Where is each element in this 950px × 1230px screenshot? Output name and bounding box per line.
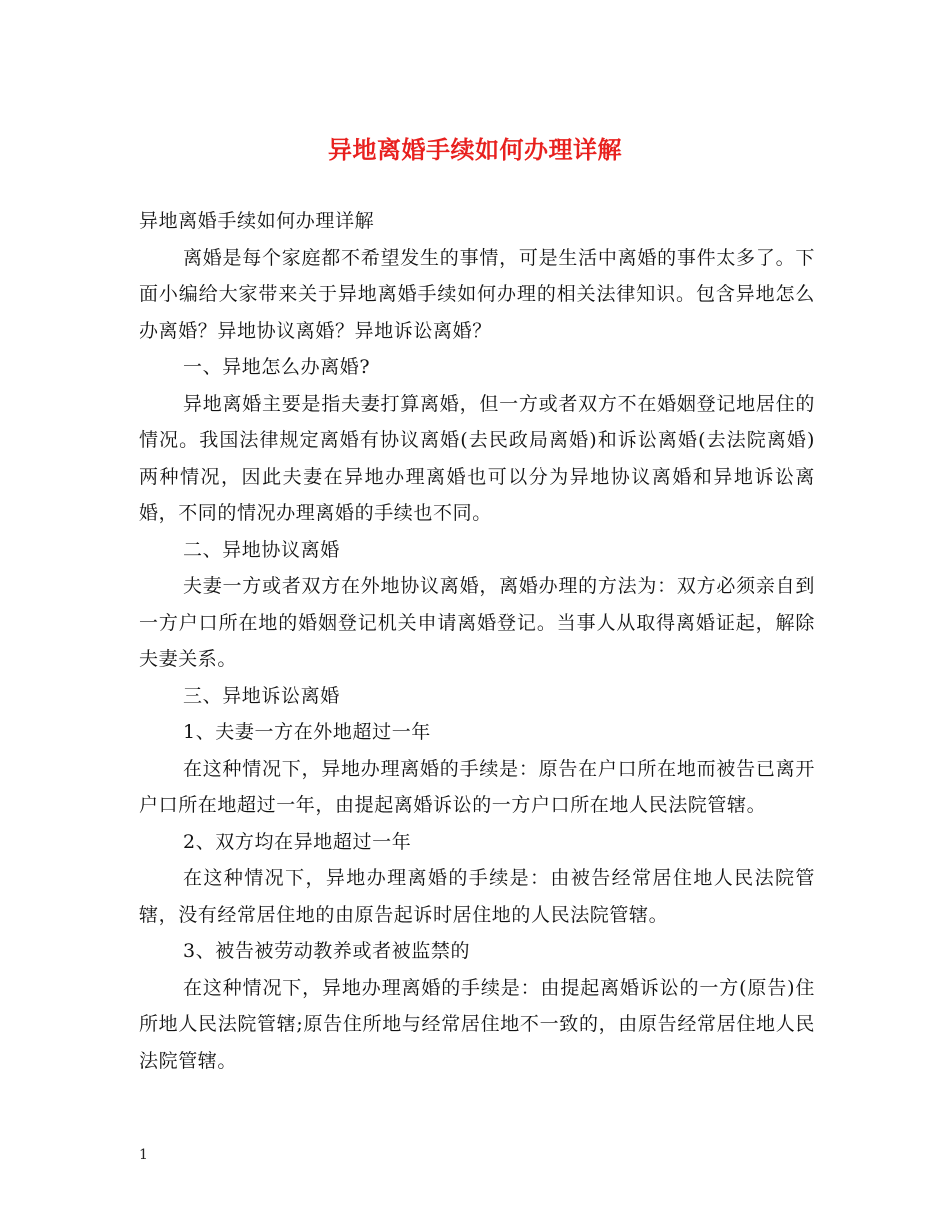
paragraph-section-1: 异地离婚主要是指夫妻打算离婚，但一方或者双方不在婚姻登记地居住的情况。我国法律规定离婚有协议离婚(去民政局离婚)和诉讼离婚(去法院离婚)两种情况，因此夫妻在异地办理离婚也可以分为异地协议离婚和异地诉讼离婚，不同的情况办理离婚的手续也不同。 [139, 392, 815, 524]
section-heading-1: 一、异地怎么办离婚? [183, 356, 371, 378]
subsection-heading-2: 2、双方均在异地超过一年 [183, 830, 412, 853]
paragraph-subsection-2: 在这种情况下，异地办理离婚的手续是：由被告经常居住地人民法院管辖，没有经常居住地的由原告起诉时居住地的人民法院管辖。 [139, 867, 815, 926]
document-body [139, 203, 815, 1079]
section-heading-2: 二、异地协议离婚 [183, 538, 340, 561]
document-title: 异地离婚手续如何办理详解 [328, 136, 622, 164]
paragraph-subsection-1: 在这种情况下，异地办理离婚的手续是：原告在户口所在地而被告已离开户口所在地超过一年，由提起离婚诉讼的一方户口所在地人民法院管辖。 [139, 757, 815, 816]
section-heading-3: 三、异地诉讼离婚 [183, 684, 340, 707]
page-number: 1 [139, 1147, 148, 1163]
subsection-heading-3: 3、被告被劳动教养或者被监禁的 [183, 940, 471, 962]
paragraph-section-2: 夫妻一方或者双方在外地协议离婚，离婚办理的方法为：双方必须亲自到一方户口所在地的婚姻登记机关申请离婚登记。当事人从取得离婚证起，解除夫妻关系。 [139, 575, 815, 670]
paragraph-intro: 离婚是每个家庭都不希望发生的事情，可是生活中离婚的事件太多了。下面小编给大家带来关于异地离婚手续如何办理的相关法律知识。包含异地怎么办离婚？异地协议离婚？异地诉讼离婚？ [139, 246, 815, 342]
subsection-heading-1: 1、夫妻一方在外地超过一年 [183, 721, 431, 743]
paragraph-subtitle: 异地离婚手续如何办理详解 [139, 210, 375, 232]
paragraph-subsection-3: 在这种情况下，异地办理离婚的手续是：由提起离婚诉讼的一方(原告)住所地人民法院管辖;原告住所地与经常居住地不一致的，由原告经常居住地人民法院管辖。 [139, 976, 815, 1072]
